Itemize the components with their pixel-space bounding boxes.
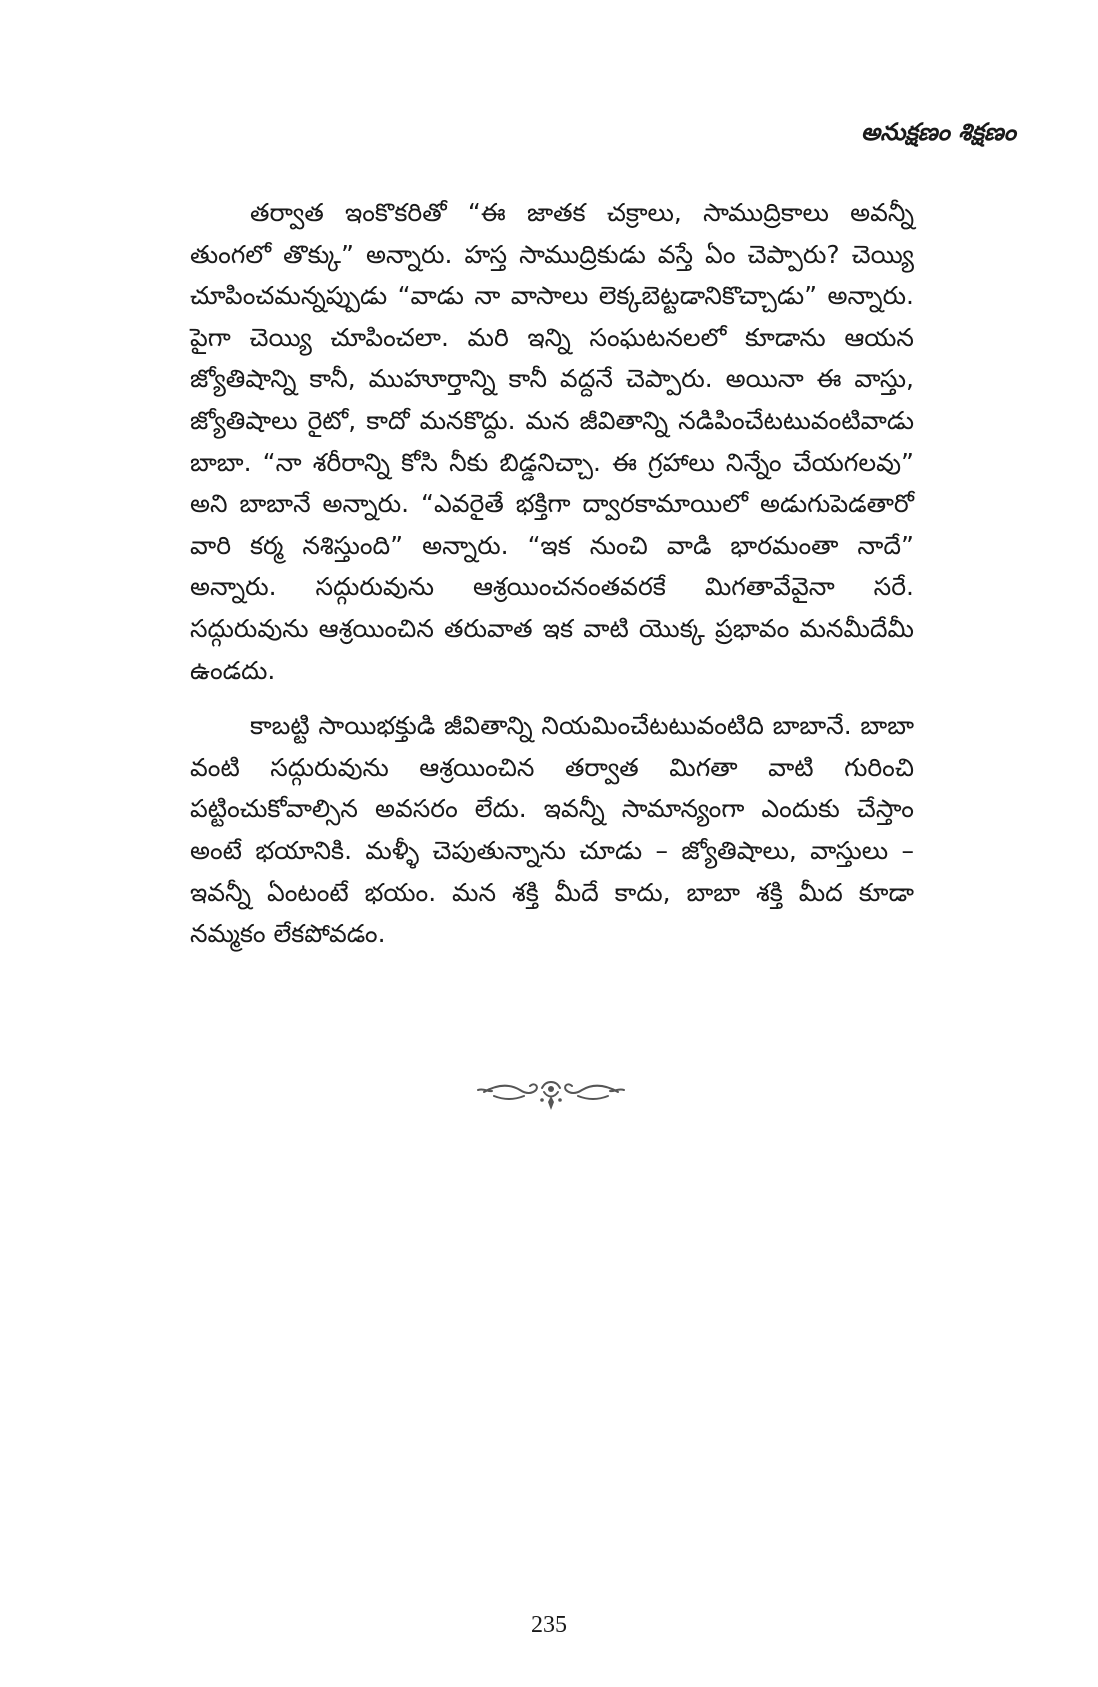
running-header: అనుక్షణం శిక్షణం [861,118,1016,146]
paragraph-1: తర్వాత ఇంకొకరితో “ఈ జాతక చక్రాలు, సాముద్రికాలు అవన్నీ తుంగలో తొక్కు” అన్నారు. హస్త సాముద్రికుడు వస్తే ఏం చెప్పారు? చెయ్యి చూపించమన్నప్పుడు “వాడు నా వాసాలు లెక్కబెట్టడానికొచ్చాడు” అన్నారు. పైగా చెయ్యి చూపించలా. మరి ఇన్ని సంఘటనలలో కూడాను ఆయన జ్యోతిషాన్ని కానీ, ముహూర్తాన్ని కానీ వద్దనే చెప్పారు. అయినా ఈ వాస్తు, జ్యోతిషాలు రైటో, కాదో మనకొద్దు. మన జీవితాన్ని నడిపించేటటువంటివాడు బాబా. “నా శరీరాన్ని కోసి నీకు బిడ్డనిచ్చా. ఈ గ్రహాలు నిన్నేం చేయగలవు” అని బాబానే అన్నారు. “ఎవరైతే భక్తిగా ద్వారకామాయిలో అడుగుపెడతారో వారి కర్మ నశిస్తుంది” అన్నారు. “ఇక నుంచి వాడి భారమంతా నాదే” అన్నారు. సద్గురువును ఆశ్రయించనంతవరకే మిగతావేవైనా సరే. సద్గురువును ఆశ్రయించిన తరువాత ఇక వాటి యొక్క ప్రభావం మనమీదేమీ ఉండదు. [190,198,914,685]
floral-divider-icon [476,1070,626,1114]
page-number: 235 [531,1612,567,1638]
paragraph-2: కాబట్టి సాయిభక్తుడి జీవితాన్ని నియమించేటటువంటిది బాబానే. బాబా వంటి సద్గురువును ఆశ్రయించిన తర్వాత మిగతా వాటి గురించి పట్టించుకోవాల్సిన అవసరం లేదు. ఇవన్నీ సామాన్యంగా ఎందుకు చేస్తాం అంటే భయానికి. మళ్ళీ చెపుతున్నాను చూడు – జ్యోతిషాలు, వాస్తులు – ఇవన్నీ ఏంటంటే భయం. మన శక్తి మీదే కాదు, బాబా శక్తి మీద కూడా నమ్మకం లేకపోవడం. [190,711,914,949]
body-text [190,192,914,955]
